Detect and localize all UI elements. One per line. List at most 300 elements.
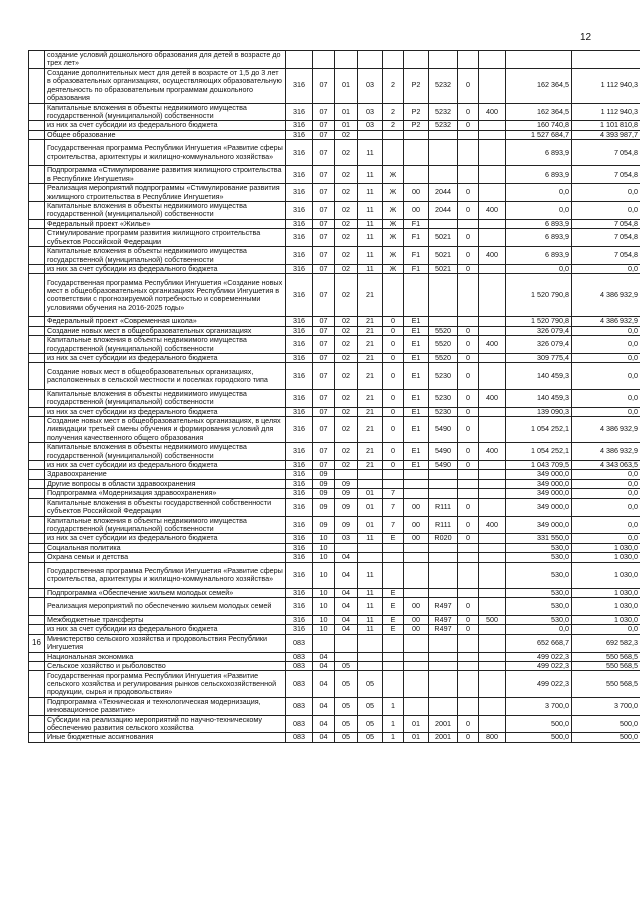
code-subsection: 02 xyxy=(335,229,358,247)
amount-year-2: 0,0 xyxy=(572,470,640,479)
row-number xyxy=(29,516,45,534)
code-admin: 316 xyxy=(286,68,313,103)
code-program: 11 xyxy=(358,562,383,588)
code-subsection: 01 xyxy=(335,103,358,121)
code-admin: 316 xyxy=(286,130,313,139)
amount-year-2: 3 700,0 xyxy=(572,697,640,715)
table-row xyxy=(29,489,640,498)
code-extra: 0 xyxy=(458,326,479,335)
code-project: E1 xyxy=(404,354,429,363)
amount-year-2: 1 030,0 xyxy=(572,588,640,597)
code-admin: 316 xyxy=(286,479,313,488)
code-project xyxy=(404,51,429,69)
table-row xyxy=(29,625,640,634)
amount-year-1: 140 459,3 xyxy=(506,389,572,407)
code-expense-type xyxy=(479,715,506,733)
code-subprogram xyxy=(383,553,404,562)
code-expense-type xyxy=(479,598,506,616)
code-admin: 316 xyxy=(286,416,313,442)
row-number xyxy=(29,363,45,389)
code-direction: 5021 xyxy=(429,229,458,247)
code-admin: 083 xyxy=(286,715,313,733)
code-section: 07 xyxy=(313,219,335,228)
table-row xyxy=(29,652,640,661)
amount-year-1: 530,0 xyxy=(506,543,572,552)
code-direction: 5230 xyxy=(429,389,458,407)
table-row xyxy=(29,184,640,202)
code-direction: 5232 xyxy=(429,68,458,103)
code-project: E1 xyxy=(404,443,429,461)
table-row xyxy=(29,443,640,461)
code-subsection: 02 xyxy=(335,247,358,265)
code-project xyxy=(404,553,429,562)
code-section: 10 xyxy=(313,625,335,634)
code-admin: 316 xyxy=(286,598,313,616)
amount-year-2: 0,0 xyxy=(572,498,640,516)
code-project: E1 xyxy=(404,389,429,407)
code-direction xyxy=(429,553,458,562)
row-number xyxy=(29,715,45,733)
code-subsection: 02 xyxy=(335,461,358,470)
code-admin: 316 xyxy=(286,389,313,407)
code-section xyxy=(313,634,335,652)
amount-year-1: 530,0 xyxy=(506,553,572,562)
code-program: 01 xyxy=(358,516,383,534)
code-subprogram: Ж xyxy=(383,184,404,202)
amount-year-1: 0,0 xyxy=(506,202,572,220)
row-number xyxy=(29,68,45,103)
code-subsection: 04 xyxy=(335,553,358,562)
code-admin xyxy=(286,51,313,69)
code-extra xyxy=(458,562,479,588)
code-admin: 083 xyxy=(286,662,313,671)
table-row xyxy=(29,543,640,552)
code-expense-type xyxy=(479,229,506,247)
code-project: P2 xyxy=(404,68,429,103)
code-program: 21 xyxy=(358,407,383,416)
code-program xyxy=(358,543,383,552)
code-admin: 316 xyxy=(286,264,313,273)
code-section: 07 xyxy=(313,407,335,416)
row-description: Государственная программа Республики Ингушетия «Развитие сферы строительства, архитектуры и жилищно-коммунального хозяйства» xyxy=(45,562,286,588)
amount-year-2: 0,0 xyxy=(572,184,640,202)
code-direction xyxy=(429,543,458,552)
amount-year-2: 500,0 xyxy=(572,715,640,733)
code-subprogram: 7 xyxy=(383,516,404,534)
code-project xyxy=(404,562,429,588)
code-project xyxy=(404,697,429,715)
code-project: E1 xyxy=(404,416,429,442)
amount-year-1: 3 700,0 xyxy=(506,697,572,715)
code-expense-type xyxy=(479,140,506,166)
code-subprogram xyxy=(383,662,404,671)
code-direction xyxy=(429,562,458,588)
code-program: 21 xyxy=(358,317,383,326)
amount-year-2: 1 030,0 xyxy=(572,562,640,588)
code-extra: 0 xyxy=(458,534,479,543)
code-subsection: 09 xyxy=(335,489,358,498)
table-row xyxy=(29,470,640,479)
code-direction: R111 xyxy=(429,498,458,516)
amount-year-2: 550 568,5 xyxy=(572,652,640,661)
code-subprogram xyxy=(383,671,404,697)
code-direction xyxy=(429,140,458,166)
code-extra xyxy=(458,553,479,562)
code-extra xyxy=(458,671,479,697)
code-subprogram xyxy=(383,562,404,588)
code-section xyxy=(313,51,335,69)
code-subprogram xyxy=(383,479,404,488)
code-program: 03 xyxy=(358,121,383,130)
table-row xyxy=(29,588,640,597)
table-row xyxy=(29,697,640,715)
row-description: Здравоохранение xyxy=(45,470,286,479)
code-subsection: 02 xyxy=(335,202,358,220)
code-project: E1 xyxy=(404,326,429,335)
row-number xyxy=(29,598,45,616)
code-direction: 5232 xyxy=(429,121,458,130)
amount-year-2: 692 582,3 xyxy=(572,634,640,652)
row-description: Капитальные вложения в объекты недвижимого имущества государственной (муниципальной) собственности xyxy=(45,202,286,220)
row-description: Подпрограмма «Обеспечение жильем молодых семей» xyxy=(45,588,286,597)
code-program xyxy=(358,470,383,479)
row-number xyxy=(29,166,45,184)
row-number: 16 xyxy=(29,634,45,652)
amount-year-2: 0,0 xyxy=(572,516,640,534)
code-direction: 5520 xyxy=(429,336,458,354)
code-subprogram: Ж xyxy=(383,264,404,273)
code-section: 07 xyxy=(313,68,335,103)
table-body xyxy=(29,51,640,743)
code-expense-type xyxy=(479,121,506,130)
amount-year-1: 499 022,3 xyxy=(506,652,572,661)
code-subprogram: Ж xyxy=(383,166,404,184)
amount-year-2: 4 393 987,7 xyxy=(572,130,640,139)
code-subprogram xyxy=(383,274,404,317)
code-direction xyxy=(429,697,458,715)
code-expense-type xyxy=(479,671,506,697)
code-subprogram xyxy=(383,634,404,652)
code-section: 10 xyxy=(313,543,335,552)
code-extra: 0 xyxy=(458,407,479,416)
code-extra xyxy=(458,130,479,139)
row-number xyxy=(29,130,45,139)
row-number xyxy=(29,443,45,461)
code-direction xyxy=(429,130,458,139)
code-expense-type xyxy=(479,184,506,202)
code-subprogram: 0 xyxy=(383,416,404,442)
amount-year-2: 4 386 932,9 xyxy=(572,317,640,326)
amount-year-2: 1 030,0 xyxy=(572,616,640,625)
row-number xyxy=(29,389,45,407)
table-row xyxy=(29,498,640,516)
code-expense-type xyxy=(479,407,506,416)
row-number xyxy=(29,103,45,121)
code-section: 09 xyxy=(313,489,335,498)
code-extra xyxy=(458,697,479,715)
amount-year-1: 140 459,3 xyxy=(506,363,572,389)
code-extra xyxy=(458,634,479,652)
code-admin: 316 xyxy=(286,470,313,479)
code-subprogram: Ж xyxy=(383,202,404,220)
table-row xyxy=(29,562,640,588)
code-section: 07 xyxy=(313,184,335,202)
code-section: 04 xyxy=(313,662,335,671)
code-program: 21 xyxy=(358,363,383,389)
code-section: 04 xyxy=(313,697,335,715)
code-subsection: 03 xyxy=(335,534,358,543)
amount-year-2: 500,0 xyxy=(572,733,640,742)
table-row xyxy=(29,616,640,625)
code-direction: R020 xyxy=(429,534,458,543)
row-description: Министерство сельского хозяйства и продовольствия Республики Ингушетия xyxy=(45,634,286,652)
code-program: 05 xyxy=(358,697,383,715)
code-extra xyxy=(458,588,479,597)
code-direction xyxy=(429,588,458,597)
amount-year-2: 4 386 932,9 xyxy=(572,443,640,461)
code-project xyxy=(404,130,429,139)
code-direction xyxy=(429,652,458,661)
code-program xyxy=(358,479,383,488)
code-subsection: 02 xyxy=(335,443,358,461)
table-row xyxy=(29,553,640,562)
code-admin: 316 xyxy=(286,516,313,534)
code-direction: R111 xyxy=(429,516,458,534)
row-number xyxy=(29,671,45,697)
amount-year-2: 4 386 932,9 xyxy=(572,274,640,317)
code-admin: 316 xyxy=(286,625,313,634)
row-number xyxy=(29,479,45,488)
amount-year-2: 0,0 xyxy=(572,389,640,407)
row-description: Иные бюджетные ассигнования xyxy=(45,733,286,742)
amount-year-1: 6 893,9 xyxy=(506,247,572,265)
table-row xyxy=(29,733,640,742)
code-expense-type xyxy=(479,68,506,103)
table-row xyxy=(29,229,640,247)
row-number xyxy=(29,317,45,326)
row-number xyxy=(29,697,45,715)
code-project: 00 xyxy=(404,498,429,516)
code-expense-type xyxy=(479,534,506,543)
code-program: 21 xyxy=(358,354,383,363)
code-section: 07 xyxy=(313,103,335,121)
code-section: 07 xyxy=(313,317,335,326)
row-description: Государственная программа Республики Ингушетия «Создание новых мест в общеобразовательных организациях Республики Ингушетия в соответствии с прогнозируемой потребностью и современными условиями обучения на 2016-2025 годы» xyxy=(45,274,286,317)
code-program: 05 xyxy=(358,671,383,697)
row-description: Капитальные вложения в объекты недвижимого имущества государственной (муниципальной) собственности xyxy=(45,443,286,461)
code-subprogram: 0 xyxy=(383,354,404,363)
code-subsection: 02 xyxy=(335,407,358,416)
code-project: F1 xyxy=(404,219,429,228)
code-section: 07 xyxy=(313,326,335,335)
code-program: 11 xyxy=(358,202,383,220)
code-section: 07 xyxy=(313,354,335,363)
code-extra: 0 xyxy=(458,733,479,742)
code-subprogram: 0 xyxy=(383,363,404,389)
code-section: 10 xyxy=(313,562,335,588)
code-extra xyxy=(458,470,479,479)
code-subsection: 05 xyxy=(335,715,358,733)
code-section: 07 xyxy=(313,443,335,461)
code-expense-type xyxy=(479,625,506,634)
code-expense-type: 400 xyxy=(479,336,506,354)
code-project xyxy=(404,140,429,166)
code-subsection: 05 xyxy=(335,733,358,742)
code-subprogram: Ж xyxy=(383,219,404,228)
code-subprogram: 2 xyxy=(383,103,404,121)
row-description: Капитальные вложения в объекты недвижимого имущества государственной (муниципальной) собственности xyxy=(45,247,286,265)
code-direction xyxy=(429,274,458,317)
code-project xyxy=(404,634,429,652)
table-row xyxy=(29,363,640,389)
table-row xyxy=(29,407,640,416)
code-section: 10 xyxy=(313,588,335,597)
code-direction: 5021 xyxy=(429,247,458,265)
code-subprogram xyxy=(383,470,404,479)
code-subsection: 05 xyxy=(335,662,358,671)
amount-year-1: 349 000,0 xyxy=(506,489,572,498)
row-number xyxy=(29,588,45,597)
code-extra: 0 xyxy=(458,389,479,407)
code-subsection: 04 xyxy=(335,625,358,634)
table-row xyxy=(29,68,640,103)
code-direction xyxy=(429,317,458,326)
code-admin: 316 xyxy=(286,229,313,247)
amount-year-1: 1 054 252,1 xyxy=(506,443,572,461)
code-subprogram: 0 xyxy=(383,407,404,416)
amount-year-2: 7 054,8 xyxy=(572,166,640,184)
row-number xyxy=(29,416,45,442)
code-subsection: 02 xyxy=(335,336,358,354)
code-project: 00 xyxy=(404,534,429,543)
code-subsection: 09 xyxy=(335,498,358,516)
amount-year-1: 1 527 684,7 xyxy=(506,130,572,139)
code-subsection xyxy=(335,51,358,69)
code-extra xyxy=(458,479,479,488)
code-admin: 316 xyxy=(286,543,313,552)
amount-year-2: 0,0 xyxy=(572,407,640,416)
code-extra: 0 xyxy=(458,416,479,442)
code-expense-type xyxy=(479,363,506,389)
table-row xyxy=(29,534,640,543)
code-program: 11 xyxy=(358,616,383,625)
amount-year-2: 550 568,5 xyxy=(572,671,640,697)
row-description: Стимулирование программ развития жилищного строительства субъектов Российской Федерации xyxy=(45,229,286,247)
row-number xyxy=(29,336,45,354)
code-program: 05 xyxy=(358,715,383,733)
amount-year-1: 1 520 790,8 xyxy=(506,317,572,326)
table-row xyxy=(29,715,640,733)
code-extra: 0 xyxy=(458,184,479,202)
code-admin: 316 xyxy=(286,562,313,588)
amount-year-1: 530,0 xyxy=(506,588,572,597)
amount-year-2: 7 054,8 xyxy=(572,219,640,228)
row-description: из них за счет субсидии из федерального бюджета xyxy=(45,625,286,634)
code-extra xyxy=(458,489,479,498)
code-extra xyxy=(458,219,479,228)
code-program: 21 xyxy=(358,326,383,335)
row-description: из них за счет субсидии из федерального бюджета xyxy=(45,264,286,273)
amount-year-1: 0,0 xyxy=(506,625,572,634)
code-expense-type: 800 xyxy=(479,733,506,742)
code-section: 09 xyxy=(313,516,335,534)
code-extra: 0 xyxy=(458,625,479,634)
code-admin: 316 xyxy=(286,184,313,202)
code-section: 07 xyxy=(313,121,335,130)
code-extra: 0 xyxy=(458,336,479,354)
code-extra xyxy=(458,140,479,166)
code-expense-type xyxy=(479,274,506,317)
code-project: 00 xyxy=(404,616,429,625)
code-admin: 316 xyxy=(286,407,313,416)
code-admin: 083 xyxy=(286,634,313,652)
code-extra: 0 xyxy=(458,354,479,363)
row-number xyxy=(29,616,45,625)
row-number xyxy=(29,407,45,416)
code-program: 11 xyxy=(358,229,383,247)
amount-year-2: 7 054,8 xyxy=(572,140,640,166)
code-subsection: 02 xyxy=(335,130,358,139)
amount-year-1: 530,0 xyxy=(506,616,572,625)
row-number xyxy=(29,264,45,273)
amount-year-2: 4 386 932,9 xyxy=(572,416,640,442)
code-expense-type xyxy=(479,553,506,562)
table-row xyxy=(29,598,640,616)
code-subsection: 02 xyxy=(335,317,358,326)
row-description: Реализация мероприятий по обеспечению жильем молодых семей xyxy=(45,598,286,616)
code-program xyxy=(358,51,383,69)
amount-year-1: 1 043 709,5 xyxy=(506,461,572,470)
code-subprogram: 0 xyxy=(383,317,404,326)
code-expense-type xyxy=(479,354,506,363)
code-admin: 316 xyxy=(286,103,313,121)
amount-year-1: 349 000,0 xyxy=(506,470,572,479)
code-subsection xyxy=(335,543,358,552)
code-project xyxy=(404,543,429,552)
amount-year-1: 326 079,4 xyxy=(506,326,572,335)
code-subprogram: 0 xyxy=(383,326,404,335)
code-extra xyxy=(458,543,479,552)
amount-year-1: 139 090,3 xyxy=(506,407,572,416)
code-program xyxy=(358,553,383,562)
row-number xyxy=(29,543,45,552)
code-direction: 2044 xyxy=(429,202,458,220)
code-direction: 5520 xyxy=(429,354,458,363)
amount-year-2: 0,0 xyxy=(572,326,640,335)
amount-year-1: 309 775,4 xyxy=(506,354,572,363)
code-admin: 316 xyxy=(286,166,313,184)
code-expense-type: 400 xyxy=(479,202,506,220)
code-direction: 5490 xyxy=(429,416,458,442)
code-admin: 316 xyxy=(286,616,313,625)
code-subsection: 05 xyxy=(335,697,358,715)
code-extra: 0 xyxy=(458,229,479,247)
code-extra xyxy=(458,662,479,671)
amount-year-1: 349 000,0 xyxy=(506,498,572,516)
code-subsection: 04 xyxy=(335,588,358,597)
code-subsection: 02 xyxy=(335,184,358,202)
code-program: 21 xyxy=(358,443,383,461)
code-expense-type xyxy=(479,662,506,671)
amount-year-1: 530,0 xyxy=(506,598,572,616)
code-program xyxy=(358,652,383,661)
code-direction: 5021 xyxy=(429,264,458,273)
code-direction: 5230 xyxy=(429,363,458,389)
code-expense-type xyxy=(479,470,506,479)
code-subsection: 02 xyxy=(335,166,358,184)
row-description: из них за счет субсидии из федерального бюджета xyxy=(45,121,286,130)
code-admin: 083 xyxy=(286,697,313,715)
